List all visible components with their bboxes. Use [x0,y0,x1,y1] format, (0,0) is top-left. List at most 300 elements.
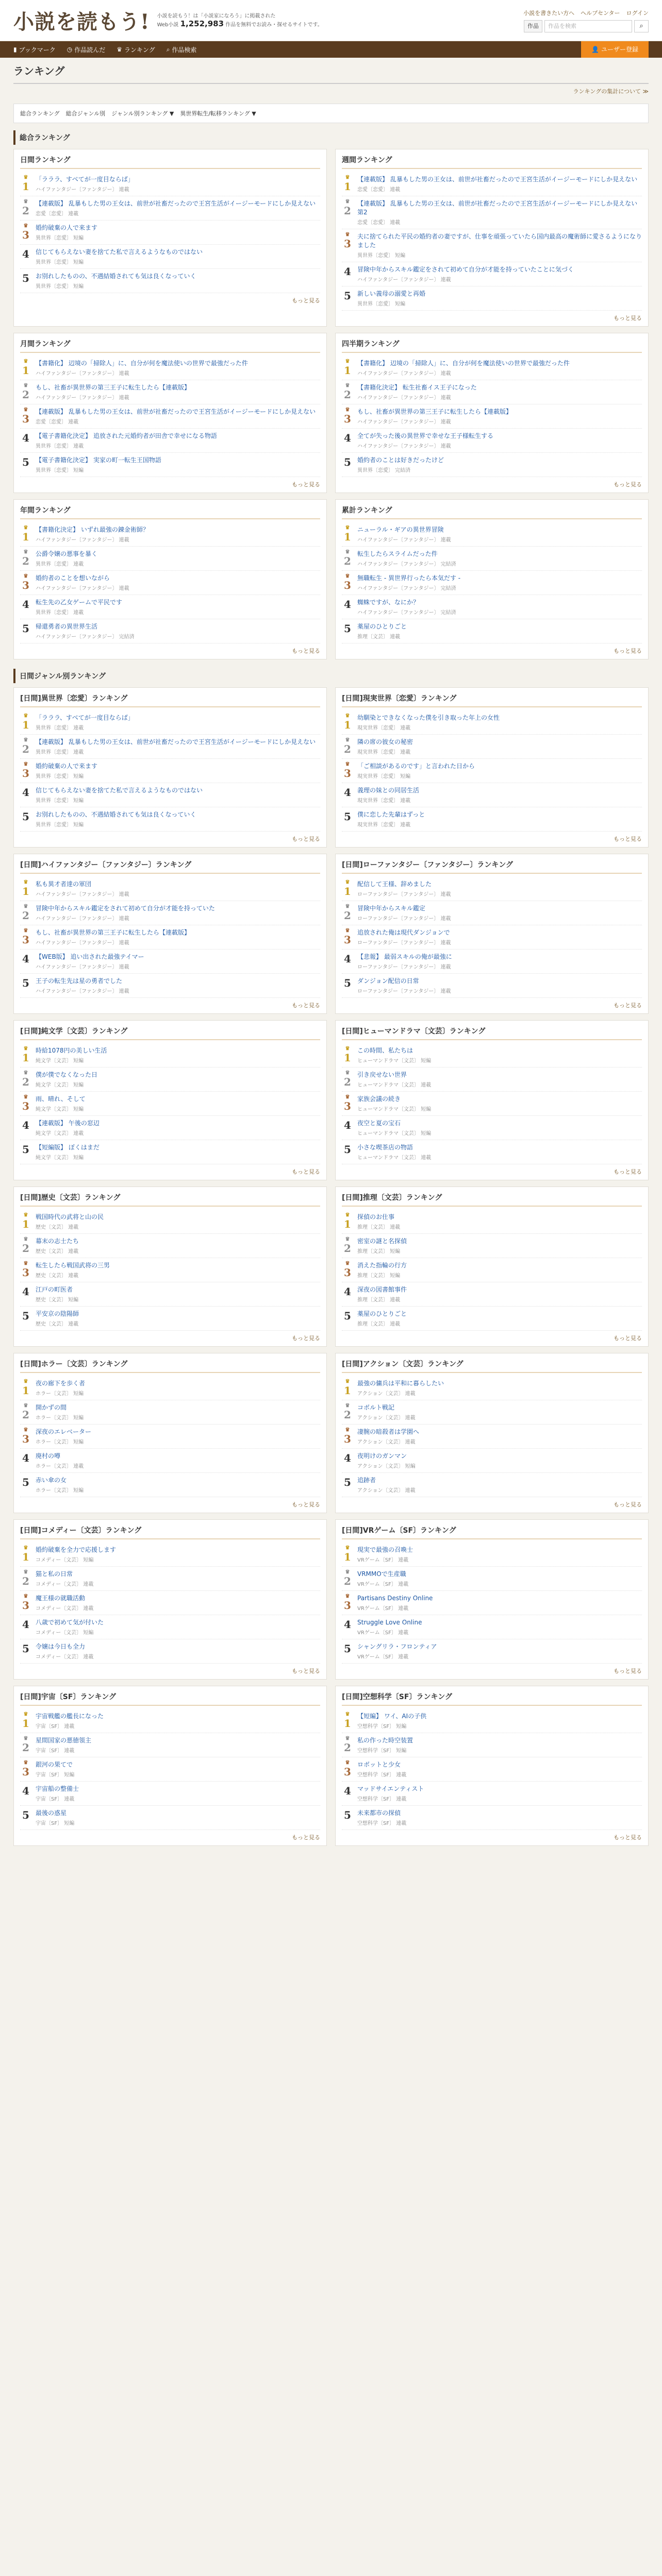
novel-title-link[interactable]: 婚約破棄を全力で応援します [36,1546,117,1553]
novel-title-link[interactable]: 家族会議の続き [357,1095,401,1103]
ranking-entry[interactable] [342,1067,642,1092]
novel-title-link[interactable]: 魔王様の就職活動 [36,1595,86,1602]
novel-title-link[interactable]: 帰還勇者の異世界生活 [36,623,98,630]
ranking-entry[interactable] [342,950,642,974]
ranking-card-title: [日間]推理〔文芸〕ランキング [342,1192,642,1207]
ranking-entry[interactable] [342,547,642,571]
ranking-help-link[interactable]: ランキングの集計について ≫ [573,88,649,95]
novel-title-link[interactable]: 【電子書籍化決定】 追放された元婚約者が田舎で幸せになる物語 [36,432,217,439]
ranking-entry[interactable] [342,1567,642,1591]
novel-title-link[interactable]: この時間、私たちは [357,1047,413,1054]
rank-number [20,1428,31,1445]
novel-title-link[interactable]: 【電子書籍化決定】 実家の町一転生王国物語 [36,456,161,464]
ranking-entry[interactable] [20,1258,320,1282]
novel-title-link[interactable]: 【悲報】 最弱スキルの俺が最強に [357,953,452,960]
nav-history[interactable]: ◷ 作品読んだ [67,46,106,54]
nav-search[interactable]: ⌕ 作品検索 [166,45,197,54]
novel-title-link[interactable]: 時給1078円の美しい生活 [36,1047,107,1054]
more-link[interactable]: もっと見る [292,1168,320,1175]
rank-number [20,714,31,731]
nav-bookmark[interactable]: ▮ ブックマーク [13,46,56,54]
novel-meta: ローファンタジー〔ファンタジー〕 連載 [357,940,451,946]
ranking-entry[interactable] [20,196,320,221]
ranking-entry[interactable] [20,1282,320,1307]
ranking-entry[interactable] [342,262,642,286]
novel-title-link[interactable]: 信じてもらえない妻を捨てた私で言えるようなものではない [36,787,203,794]
more-link[interactable]: もっと見る [292,297,320,304]
rank-value: 1 [22,1052,29,1064]
ranking-entry[interactable] [342,901,642,925]
novel-title-link[interactable]: 【連載版】 午後の窓辺 [36,1120,100,1127]
ranking-entry[interactable] [20,1543,320,1567]
novel-title-link[interactable]: 転生したら戦国武将の三男 [36,1262,110,1269]
rank-number [342,1809,353,1826]
ranking-entry[interactable] [20,783,320,807]
novel-title-link[interactable]: VRMMOで生産職 [357,1570,406,1578]
novel-meta: 純文学〔文芸〕 短編 [36,1155,84,1161]
novel-title-link[interactable]: 新しい義母の溺愛と再婚 [357,290,426,297]
novel-title-link[interactable]: 最強の傭兵は平和に暮らしたい [357,1380,444,1387]
rank-value: 3 [22,1433,29,1445]
rank-number [20,880,31,897]
ranking-entry[interactable] [20,429,320,453]
novel-title-link[interactable]: お別れしたものの、不遇結婚されても気は良くなっていく [36,811,196,818]
ranking-entry[interactable] [342,1210,642,1234]
novel-title-link[interactable]: 猫と私の日常 [36,1570,73,1578]
ranking-entry[interactable] [20,1709,320,1733]
novel-title-link[interactable]: 婚約者のことを想いながら [36,574,110,582]
link-for-writers[interactable]: 小説を書きたい方へ [523,9,575,16]
novel-title-link[interactable]: 【書籍化】 辺境の「掃除人」に、自分が何を魔法使いの世界で最強だった件 [357,360,570,367]
ranking-entry[interactable] [342,595,642,619]
novel-title-link[interactable]: 開かずの間 [36,1404,67,1411]
novel-title-link[interactable]: 最後の惑星 [36,1809,67,1817]
novel-title-link[interactable]: 幼馴染とできなくなった僕を引き取った年上の女性 [357,714,500,721]
ranking-entry[interactable] [342,1400,642,1425]
ranking-entry[interactable] [342,1116,642,1140]
ranking-entry[interactable] [20,221,320,245]
tab-isekai[interactable]: 異世界転生/転移ランキング ▼ [180,110,256,117]
novel-title-link[interactable]: 薬屋のひとりごと [357,1310,407,1317]
rank-value: 1 [22,719,29,731]
ranking-entry[interactable] [342,429,642,453]
novel-title-link[interactable]: 夜の廊下を歩く者 [36,1380,86,1387]
ranking-entry[interactable] [342,1709,642,1733]
ranking-entry[interactable] [342,571,642,595]
more-link[interactable]: もっと見る [614,1002,642,1009]
novel-title-link[interactable]: 宇宙船の整備士 [36,1785,79,1792]
novel-title-link[interactable]: 【連載版】 乱暴もした男の王女は、前世が社畜だったので王宮生活がイージーモードにしか見えない [36,408,316,415]
novel-title-link[interactable]: 雨、晴れ、そして [36,1095,86,1103]
ranking-entry[interactable] [20,1400,320,1425]
novel-title-link[interactable]: 転生したらスライムだった件 [357,550,438,557]
more-link[interactable]: もっと見る [292,1834,320,1841]
novel-meta: 推理〔文芸〕 連載 [357,1321,401,1327]
novel-title-link[interactable]: 小さな喫茶店の物語 [357,1144,413,1151]
novel-title-link[interactable]: 配信して王様、辞めました [357,880,432,888]
novel-title-link[interactable]: 深夜の図書館事件 [357,1286,407,1293]
ranking-entry[interactable] [342,974,642,998]
ranking-entry[interactable] [20,1425,320,1449]
ranking-entry[interactable] [342,1806,642,1830]
novel-meta: アクション〔文芸〕 連載 [357,1488,416,1494]
novel-title-link[interactable]: 僕に恋した先輩はずっと [357,811,425,818]
ranking-card-title: [日間]アクション〔文芸〕ランキング [342,1359,642,1373]
ranking-entry[interactable] [342,1591,642,1615]
ranking-entry[interactable] [20,1307,320,1331]
novel-meta: 推理〔文芸〕 短編 [357,1273,401,1279]
novel-title-link[interactable]: 【書籍化決定】 いずれ最強の錬金術師？ [36,526,149,533]
ranking-entry[interactable] [342,619,642,643]
novel-title-link[interactable]: 【連載版】 乱暴もした男の王女は、前世が社畜だったので王宮生活がイージーモードにしか見えない [36,738,316,745]
novel-title-link[interactable]: 未来都市の探偵 [357,1809,401,1817]
ranking-entry[interactable] [20,1733,320,1757]
rank-value: 3 [22,1599,29,1612]
rank-number [342,359,353,377]
ranking-entry[interactable] [342,783,642,807]
ranking-entry[interactable] [342,807,642,832]
novel-title-link[interactable]: 隣の席の彼女の秘密 [357,738,413,745]
ranking-entry[interactable] [342,522,642,547]
crown-icon: ♛ [345,1760,350,1766]
ranking-entry[interactable] [20,619,320,643]
rank-value: 5 [22,1809,29,1821]
ranking-entry[interactable] [342,877,642,901]
ranking-entry[interactable] [20,710,320,735]
ranking-card-title: [日間]空想科学〔SF〕ランキング [342,1691,642,1706]
ranking-entry[interactable] [20,1473,320,1497]
crown-icon: ♛ [345,1403,350,1409]
crown-icon: ♛ [23,1212,28,1218]
crown-icon: ♛ [345,1094,350,1100]
more-link[interactable]: もっと見る [614,1668,642,1674]
ranking-entry[interactable] [342,1092,642,1116]
ranking-entry[interactable] [342,1234,642,1258]
rank-value: 1 [22,1717,29,1730]
ranking-entry[interactable] [20,1234,320,1258]
ranking-entry[interactable] [20,877,320,901]
novel-title-link[interactable]: 【短編】 ワイ、AIの子供 [357,1713,427,1720]
novel-title-link[interactable]: 夜明けのガンマン [357,1452,407,1460]
novel-title-link[interactable]: Partisans Destiny Online [357,1595,433,1602]
novel-title-link[interactable]: 私も異才者達の軍団 [36,880,92,888]
novel-title-link[interactable]: 婚約者のことは好きだったけど [357,456,444,464]
ranking-card [13,1187,327,1347]
crown-icon: ♛ [23,1569,28,1575]
novel-meta: 恋愛〔恋愛〕 連載 [357,220,401,226]
rank-value: 5 [344,1642,351,1655]
novel-title-link[interactable]: 【WEB版】 追い出された最強テイマー [36,953,144,960]
ranking-entry[interactable] [20,974,320,998]
ranking-entry[interactable] [20,172,320,196]
novel-title-link[interactable]: 宇宙戦艦の艦長になった [36,1713,104,1720]
novel-title-link[interactable]: 全てが失った後の異世界で幸せな王子様転生する [357,432,494,439]
novel-title-link[interactable]: 婚約破棄の人で来ます [36,224,98,231]
ranking-entry[interactable] [342,1258,642,1282]
rank-number [20,248,31,265]
novel-title-link[interactable]: 信じてもらえない妻を捨てた私で言えるようなものではない [36,248,203,256]
ranking-entry[interactable] [342,1543,642,1567]
more-link[interactable]: もっと見る [614,315,642,321]
rank-number [342,1736,353,1754]
ranking-card [335,149,649,327]
rank-value: 3 [344,934,351,946]
ranking-entry[interactable] [20,1567,320,1591]
rank-value: 4 [344,1452,351,1464]
more-link[interactable]: もっと見る [614,1335,642,1342]
novel-meta: 推理〔文芸〕 連載 [357,1225,401,1230]
ranking-entry[interactable] [342,380,642,404]
top-links [523,9,649,17]
novel-title-link[interactable]: 深夜のエレベーター [36,1428,92,1435]
search-input[interactable]: 作品を検索 [544,20,632,32]
novel-title-link[interactable]: 義理の妹との同居生活 [357,787,420,794]
ranking-sections [13,130,649,1846]
novel-title-link[interactable]: 婚約破棄の人で来ます [36,762,98,770]
ranking-entry[interactable] [20,356,320,380]
ranking-entry[interactable] [20,1140,320,1164]
link-help-center[interactable]: ヘルプセンター [581,9,620,16]
more-link[interactable]: もっと見る [292,1002,320,1009]
novel-title-link[interactable]: 冒険中年からスキル鑑定をされて初めて自分が才能を持っていた [36,905,215,912]
ranking-entry[interactable] [342,1733,642,1757]
nav-ranking[interactable]: ♛ ランキング [117,46,155,54]
ranking-entry[interactable] [342,1782,642,1806]
novel-title-link[interactable]: 追放された俺は現代ダンジョンで [357,929,450,936]
ranking-entry[interactable] [342,1473,642,1497]
ranking-entry[interactable] [20,1757,320,1782]
ranking-entry[interactable] [20,1116,320,1140]
novel-title-link[interactable]: 「ご相談があるのです」と言われた日から [357,762,475,770]
novel-title-link[interactable]: 銀河の果てで [36,1761,73,1768]
ranking-entry[interactable] [342,1757,642,1782]
ranking-entry[interactable] [342,1043,642,1067]
novel-title-link[interactable]: ダンジョン配信の日常 [357,977,419,985]
rank-value: 5 [344,1809,351,1821]
novel-title-link[interactable]: 追跡者 [357,1477,376,1484]
ranking-entry[interactable] [20,595,320,619]
novel-title-link[interactable]: 探偵のお仕事 [357,1213,395,1221]
ranking-entry[interactable] [20,245,320,269]
novel-title-link[interactable]: 私の作った時空装置 [357,1737,413,1744]
ranking-entry[interactable] [342,453,642,477]
rank-value: 5 [344,1310,351,1322]
ranking-entry[interactable] [342,229,642,262]
novel-title-link[interactable]: お別れしたものの、不遇結婚されても気は良くなっていく [36,273,196,280]
ranking-entry[interactable] [20,404,320,429]
novel-title-link[interactable]: 夫に捨てられた平民の婚約者の妻ですが、仕事を頑張っていたら国内最高の魔術師に愛さるようになりました [357,233,642,249]
tab-overall[interactable]: 総合ランキング [20,110,60,117]
novel-title-link[interactable]: 令嬢は今日も全力 [36,1643,86,1650]
novel-title-link[interactable]: 【連載版】 乱暴もした男の王女は、前世が社畜だったので王宮生活がイージーモードにしか見えない 第2 [357,200,638,216]
novel-title-link[interactable]: 【短編版】 ぼくはまだ [36,1144,100,1151]
ranking-card [13,1020,327,1180]
ranking-entry[interactable] [20,1782,320,1806]
ranking-card [13,333,327,493]
novel-meta: 現実世界〔恋愛〕 連載 [357,822,411,828]
novel-title-link[interactable]: 公爵令嬢の悪事を暴く [36,550,98,557]
novel-title-link[interactable]: 廃村の噂 [36,1452,61,1460]
ranking-entry[interactable] [342,710,642,735]
ranking-entry[interactable] [342,404,642,429]
ranking-entry[interactable] [20,522,320,547]
ranking-entry[interactable] [20,901,320,925]
novel-title-link[interactable]: 星間国家の悪徳領主 [36,1737,92,1744]
ranking-entry[interactable] [20,1067,320,1092]
link-login[interactable]: ログイン [626,9,649,16]
novel-title-link[interactable]: 凄腕の暗殺者は学園へ [357,1428,420,1435]
ranking-entry[interactable] [342,1425,642,1449]
ranking-entry[interactable] [20,1210,320,1234]
ranking-entry[interactable] [342,1307,642,1331]
novel-title-link[interactable]: 戦国時代の武将と山の民 [36,1213,104,1221]
novel-title-link[interactable]: シャングリラ・フロンティア [357,1643,437,1650]
ranking-entry[interactable] [342,1449,642,1473]
register-button[interactable]: 👤 ユーザー登録 [581,41,649,58]
more-link[interactable]: もっと見る [614,648,642,654]
more-link[interactable]: もっと見る [614,836,642,842]
ranking-entry[interactable] [20,925,320,950]
ranking-entry[interactable] [20,1639,320,1664]
ranking-entry[interactable] [20,759,320,783]
ranking-entry[interactable] [342,172,642,196]
novel-meta: 恋愛〔恋愛〕 連載 [36,211,79,217]
more-link[interactable]: もっと見る [292,1668,320,1674]
ranking-entry[interactable] [342,286,642,311]
novel-title-link[interactable]: 薬屋のひとりごと [357,623,407,630]
rank-value: 2 [22,743,29,755]
site-logo[interactable]: 小説を読もう! [13,10,150,34]
novel-title-link[interactable]: 「ラララ、すべてが一度目ならば」 [36,176,134,183]
novel-title-link[interactable]: もし、社畜が異世界の第三王子に転生したら【連載版】 [36,929,191,936]
novel-title-link[interactable]: 【書籍化決定】 転生社畜イス王子になった [357,384,477,391]
novel-title-link[interactable]: 転生先の乙女ゲームで平民です [36,599,123,606]
rank-value: 5 [22,977,29,989]
novel-title-link[interactable]: 【書籍化】 辺境の「掃除人」に、自分が何を魔法使いの世界で最強だった件 [36,360,248,367]
crown-icon: ♛ [345,407,350,413]
novel-title-link[interactable]: 「ラララ、すべてが一度目ならば」 [36,714,134,721]
novel-title-link[interactable]: 僕が僕でなくなった日 [36,1071,98,1078]
rank-number [20,1712,31,1730]
bookmark-icon: ▮ [13,46,17,53]
novel-title-link[interactable]: 【連載版】 乱暴もした男の王女は、前世が社畜だったので王宮生活がイージーモードにしか見えない [36,200,316,207]
tab-overall-genre[interactable]: 総合ジャンル別 [65,110,106,117]
ranking-entry[interactable] [342,1615,642,1639]
more-link[interactable]: もっと見る [614,481,642,488]
rank-number [342,1594,353,1612]
ranking-entry[interactable] [20,735,320,759]
ranking-entry[interactable] [342,1376,642,1400]
ranking-entry[interactable] [20,1591,320,1615]
more-link[interactable]: もっと見る [292,1335,320,1342]
ranking-entry[interactable] [20,453,320,477]
tab-genre[interactable]: ジャンル別ランキング ▼ [111,110,174,117]
rank-number [342,526,353,543]
novel-title-link[interactable]: 冒険中年からスキル鑑定 [357,905,425,912]
more-link[interactable]: もっと見る [614,1834,642,1841]
novel-title-link[interactable]: 王子の転生先は星の勇者でした [36,977,123,985]
rank-number [342,1570,353,1587]
rank-value: 3 [344,579,351,591]
ranking-entry[interactable] [20,269,320,293]
novel-title-link[interactable]: 八歳で初めて気が付いた [36,1619,104,1626]
novel-meta: コメディー〔文芸〕 短編 [36,1557,94,1563]
ranking-entry[interactable] [20,380,320,404]
rank-number [342,714,353,731]
novel-title-link[interactable]: 平安京の陰陽師 [36,1310,79,1317]
novel-title-link[interactable]: マッドサイエンティスト [357,1785,424,1792]
ranking-entry[interactable] [20,571,320,595]
ranking-card [335,1187,649,1347]
ranking-entry[interactable] [342,196,642,229]
novel-title-link[interactable]: 無職転生 - 異世界行ったら本気だす - [357,574,461,582]
novel-title-link[interactable]: 幕末の志士たち [36,1238,79,1245]
more-link[interactable]: もっと見る [292,481,320,488]
novel-meta: 宇宙〔SF〕 短編 [36,1821,75,1826]
crown-icon: ♛ [23,525,28,531]
search-button[interactable] [634,20,649,32]
novel-title-link[interactable]: 蜘蛛ですが、なにか？ [357,599,420,606]
novel-title-link[interactable]: 密室の謎と名探偵 [357,1238,407,1245]
novel-title-link[interactable]: もし、社畜が異世界の第三王子に転生したら【連載版】 [357,408,512,415]
more-link[interactable]: もっと見る [614,1168,642,1175]
ranking-entry[interactable] [342,735,642,759]
novel-title-link[interactable]: 夜空と夏の宝石 [357,1120,401,1127]
novel-meta: 空想科学〔SF〕 短編 [357,1748,407,1754]
crown-icon: ♛ [117,46,123,53]
ranking-entry[interactable] [20,1092,320,1116]
rank-number [20,175,31,193]
novel-title-link[interactable]: 赤い傘の女 [36,1477,67,1484]
ranking-entry[interactable] [20,1615,320,1639]
novel-title-link[interactable]: 現実で最強の召喚士 [357,1546,413,1553]
novel-title-link[interactable]: 冒険中年からスキル鑑定をされて初めて自分が才能を持っていたことに気づく [357,266,574,273]
novel-title-link[interactable]: ニューラル・ギアの異世界冒険 [357,526,444,533]
ranking-entry[interactable] [342,759,642,783]
ranking-entry[interactable] [342,1140,642,1164]
ranking-entry[interactable] [20,1376,320,1400]
novel-title-link[interactable]: コボルト戦記 [357,1404,395,1411]
rank-number [20,1476,31,1494]
ranking-entry[interactable] [20,547,320,571]
ranking-entry[interactable] [342,925,642,950]
rank-number [342,598,353,616]
more-link[interactable]: もっと見る [292,836,320,842]
rank-value: 5 [22,1642,29,1655]
more-link[interactable]: もっと見る [614,1501,642,1508]
ranking-entry[interactable] [342,356,642,380]
ranking-entry[interactable] [20,950,320,974]
novel-title-link[interactable]: 江戸の町医者 [36,1286,73,1293]
more-link[interactable]: もっと見る [292,648,320,654]
ranking-entry[interactable] [342,1282,642,1307]
search-type-select[interactable]: 作品 [524,20,542,32]
ranking-entry[interactable] [20,807,320,832]
more-link[interactable]: もっと見る [292,1501,320,1508]
ranking-entry[interactable] [20,1806,320,1830]
ranking-entry[interactable] [20,1043,320,1067]
ranking-entry[interactable] [20,1449,320,1473]
novel-title-link[interactable]: 消えた指輪の行方 [357,1262,407,1269]
ranking-entry[interactable] [342,1639,642,1664]
rank-number [342,1379,353,1397]
novel-title-link[interactable]: 【連載版】 乱暴もした男の王女は、前世が社畜だったので王宮生活がイージーモードにしか見えない [357,176,638,183]
novel-title-link[interactable]: Struggle Love Online [357,1619,422,1626]
novel-title-link[interactable]: ロボットと少女 [357,1761,401,1768]
rank-value: 5 [22,1143,29,1156]
novel-title-link[interactable]: 引き戻せない世界 [357,1071,407,1078]
novel-title-link[interactable]: もし、社畜が異世界の第三王子に転生したら【連載版】 [36,384,191,391]
